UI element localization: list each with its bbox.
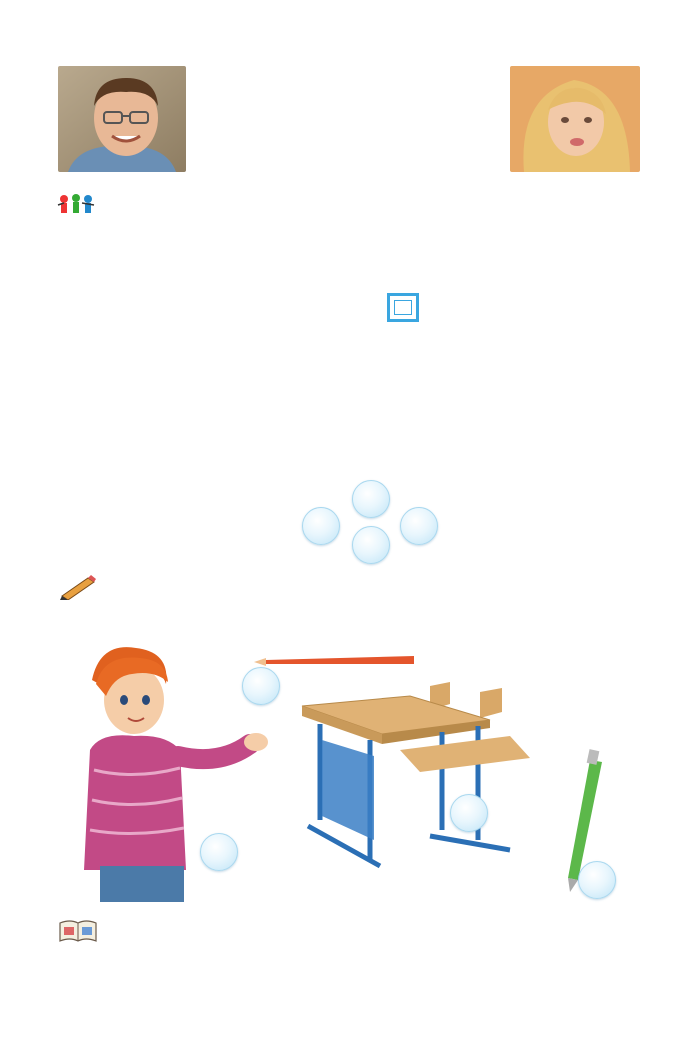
number-bubble[interactable] xyxy=(302,507,340,545)
number-bubble[interactable] xyxy=(450,794,488,832)
number-bubble[interactable] xyxy=(578,861,616,899)
number-bubble[interactable] xyxy=(352,480,390,518)
desk-illustration xyxy=(302,682,530,866)
number-bubble[interactable] xyxy=(200,833,238,871)
classroom-illustration xyxy=(70,640,630,902)
boy-illustration xyxy=(84,647,268,902)
book-icon xyxy=(58,917,98,945)
pencil-illustration xyxy=(254,656,414,666)
girl-photo xyxy=(510,66,640,172)
boy-photo xyxy=(58,66,186,172)
pencil-icon xyxy=(58,574,98,600)
number-bubble[interactable] xyxy=(400,507,438,545)
number-bubble[interactable] xyxy=(352,526,390,564)
number-bubble[interactable] xyxy=(242,667,280,705)
people-icon xyxy=(56,193,96,217)
rules-box xyxy=(387,293,419,322)
